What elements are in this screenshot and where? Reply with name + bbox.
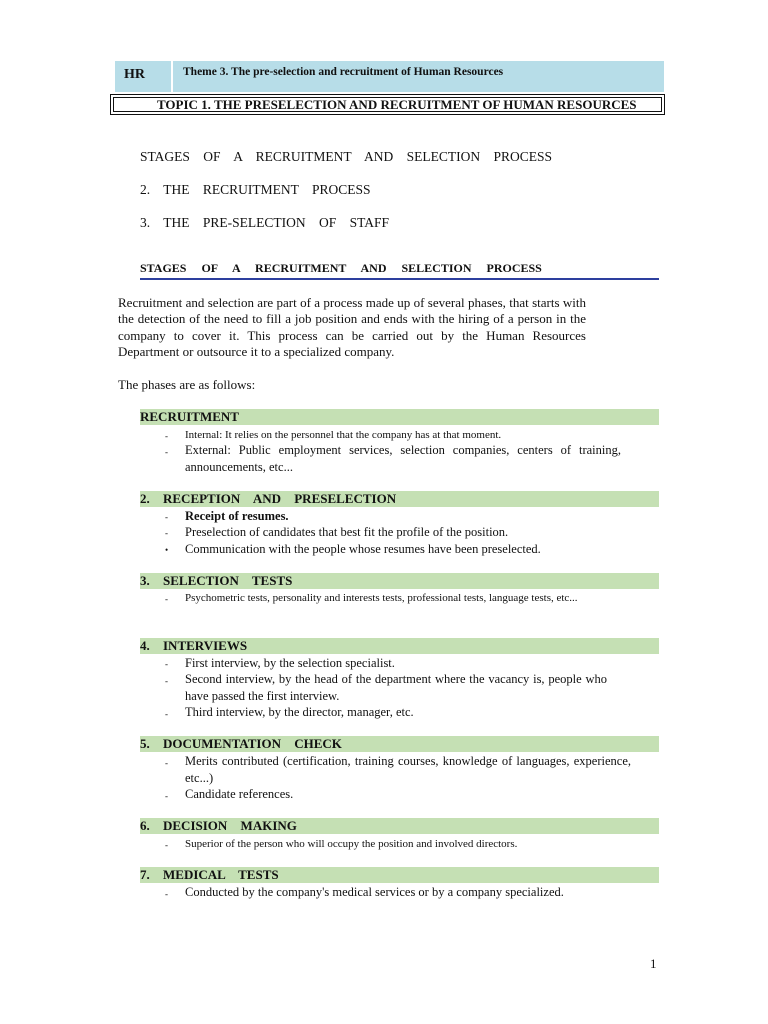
phase-title: MEDICAL TESTS — [163, 867, 279, 882]
phase-title: RECRUITMENT — [140, 409, 239, 424]
section-heading: STAGES OF A RECRUITMENT AND SELECTION PROCESS — [140, 261, 659, 280]
phase-number: 6. — [140, 818, 150, 833]
toc-item-stages: STAGES OF A RECRUITMENT AND SELECTION PROCESS — [140, 149, 552, 164]
list-item: Communication with the people whose resumes have been preselected. — [185, 542, 541, 556]
list-item: Merits contributed (certification, training courses, knowledge of languages, experience, etc...) — [185, 754, 631, 785]
bullet-icon: - — [165, 659, 168, 669]
phase-number: 3. — [140, 573, 150, 588]
phase-heading-reception — [140, 491, 659, 507]
phase-heading-decision-making — [140, 818, 659, 834]
phase-title: DOCUMENTATION CHECK — [163, 736, 342, 751]
phase-title: DECISION MAKING — [163, 818, 297, 833]
list-item: Superior of the person who will occupy the position and involved directors. — [185, 838, 518, 850]
phase-title: RECEPTION AND PRESELECTION — [163, 491, 397, 506]
phase-title: INTERVIEWS — [163, 638, 248, 653]
phase-number: 2. — [140, 491, 150, 506]
phase-number: 7. — [140, 867, 150, 882]
phase-number: 5. — [140, 736, 150, 751]
bullet-icon: - — [165, 431, 168, 441]
list-item: Preselection of candidates that best fit the profile of the position. — [185, 525, 509, 539]
list-item: Receipt of resumes. — [185, 509, 289, 523]
phase-heading-selection-tests — [140, 573, 659, 589]
bullet-icon: - — [165, 840, 168, 850]
bullet-icon: • — [165, 545, 169, 555]
section-tag: HR — [115, 61, 173, 92]
list-item: Internal: It relies on the personnel that the company has at that moment. — [185, 429, 502, 441]
list-item: First interview, by the selection specialist. — [185, 656, 395, 670]
list-item — [185, 442, 621, 475]
phase-title: SELECTION TESTS — [163, 573, 293, 588]
bullet-icon: - — [165, 709, 168, 719]
list-item: Candidate references. — [185, 787, 294, 801]
bullet-icon: - — [165, 447, 168, 457]
toc-item-preselection: 3. THE PRE-SELECTION OF STAFF — [140, 215, 390, 230]
phase-heading-medical-tests — [140, 867, 659, 883]
list-item: Third interview, by the director, manager, etc. — [185, 705, 414, 719]
phase-heading-interviews — [140, 638, 659, 654]
phase-heading-documentation-check — [140, 736, 659, 752]
phases-intro: The phases are as follows: — [118, 377, 256, 392]
toc-item-recruitment-process: 2. THE RECRUITMENT PROCESS — [140, 182, 371, 197]
bullet-icon: - — [165, 512, 168, 522]
phase-number: 4. — [140, 638, 150, 653]
list-item: Conducted by the company's medical services or by a company specialized. — [185, 885, 564, 899]
bullet-icon: - — [165, 594, 168, 604]
phase-heading-recruitment — [140, 409, 659, 425]
bullet-icon: - — [165, 758, 168, 768]
theme-title: Theme 3. The pre-selection and recruitment of Human Resources — [183, 66, 504, 78]
bullet-icon: - — [165, 791, 168, 801]
bullet-icon: - — [165, 889, 168, 899]
bullet-icon: - — [165, 528, 168, 538]
bullet-icon: - — [165, 676, 168, 686]
intro-paragraph: Recruitment and selection are part of a process made up of several phases, that starts with the detection of the need to fill a job position and ends with the hiring of a person in the company to cover it. This process can be carried out by the Human Resources Department or outsource it to a specialized company. — [118, 295, 586, 360]
page-number: 1 — [650, 956, 657, 971]
list-item: Psychometric tests, personality and interests tests, professional tests, language tests, etc... — [185, 592, 578, 604]
topic-title: TOPIC 1. THE PRESELECTION AND RECRUITMENT OF HUMAN RESOURCES — [157, 97, 637, 112]
list-item-text: External: Public employment services, selection companies, centers of training, announcements, etc... — [185, 443, 621, 474]
list-item: Second interview, by the head of the department where the vacancy is, people who have passed the first interview. — [185, 672, 607, 703]
